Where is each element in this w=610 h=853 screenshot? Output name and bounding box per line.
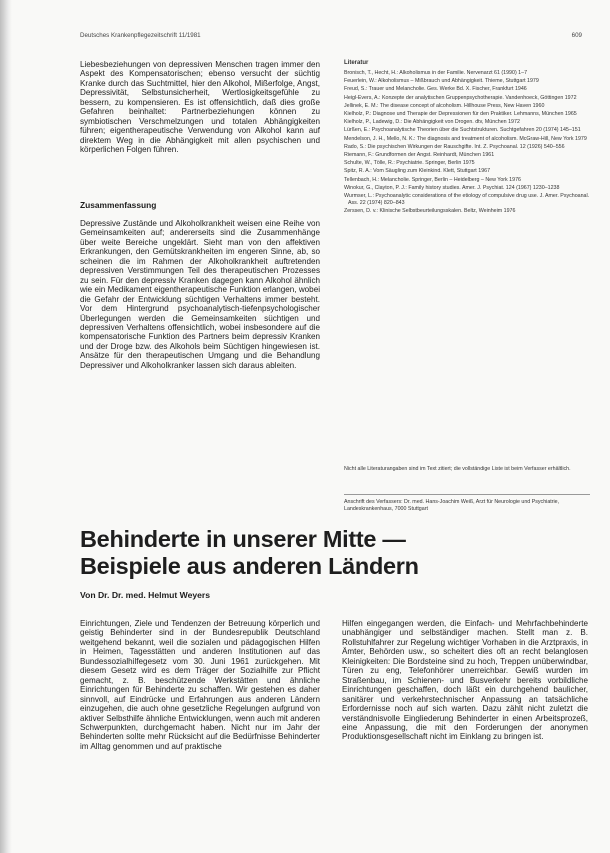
reference-item: Wurmser, L.: Psychoanalytic considerations of the etiology of compulsive drug use. J. Amer. Psychoanal. Ass. 22 (1974) 820–843	[344, 193, 590, 207]
running-header: Deutsches Krankenpflegezeitschrift 11/1981	[80, 32, 201, 39]
author-address: Anschrift des Verfassers: Dr. med. Hans-Joachim Weiß, Arzt für Neurologie und Psychiatrie, Landeskrankenhaus, 7000 Stuttgart	[344, 499, 560, 513]
reference-item: Mendelson, J. H., Mello, N. K.: The diagnosis and treatment of alcoholism. McGraw-Hill, New York 1979	[344, 135, 587, 142]
article2-right-column: Hilfen eingegangen werden, die Einfach- und Mehrfachbehinderte unabhängiger und selbständiger machen. Stellt man z. B. Rollstuhlfahrer zur Regelung wichtiger Vorhaben in die Arztpraxis, in Ämter, Behörden usw., so scheitert dies oft an recht belanglosen Kleinigkeiten: Die Bordsteine sind zu hoch, Treppen unüberwindbar, Türen zu eng, Telefonhörer unerreichbar. Gewiß wurden im Straßenbau, im Schienen- und Busverkehr bereits vorbildliche Einrichtungen geschaffen, doch läßt ein durchgehend baulicher, sanitärer und verkehrstechnischer Anpassung an tatsächliche Erfordernisse noch auf sich warten. Dazu zählt nicht zuletzt die verständnisvolle Eingliederung Behinderter in einen Arbeitsprozeß, eine Anpassung, die mit den Forderungen der anonymen Produktionsgesellschaft nicht im Einklang zu bringen ist.	[342, 619, 588, 742]
reference-item: Kielholz, P.: Diagnose und Therapie der Depressionen für den Praktiker. Lehmanns, München 1965	[344, 111, 577, 118]
reference-item: Kielholz, P., Ladewig, D.: Die Abhängigkeit von Drogen. dtv, München 1972	[344, 119, 520, 126]
reference-item: Freud, S.: Trauer und Melancholie. Ges. Werke Bd. X. Fischer, Frankfurt 1946	[344, 86, 527, 93]
article2-left-column: Einrichtungen, Ziele und Tendenzen der Betreuung körperlich und geistig Behinderter sind in der Bundesrepublik Deutschland weitgehend bekannt, weil die sozialen und pädagogischen Hilfen in Heimen, Tagesstätten und anderen Institutionen auf das Bundessozialhilfegesetz vom 30. Juni 1961 zurückgehen. Mit diesem Gesetz wird es dem Träger der Sozialhilfe zur Pflicht gemacht, z. B. beschützende Werkstätten und ähnliche Einrichtungen für Behinderte zu schaffen. Wir gestehen es daher sinnvoll, auf Eindrücke und Erfahrungen aus anderen Ländern einzugehen, die auch ohne gesetzliche Regelungen aufgrund von aktiver Selbsthilfe ähnliche Entwicklungen, wenn auch mit anderen Schwerpunkten, durchgemacht haben. Nicht nur im Jahr der Behinderten sollte mehr Rücksicht auf die Bedürfnisse Behinderter im Alltag genommen und auf praktische	[80, 619, 320, 751]
reference-item: Winokur, G., Clayton, P. J.: Family history studies. Amer. J. Psychiat. 124 (1967) 1230–1238	[344, 184, 560, 191]
page-number: 609	[571, 32, 582, 39]
summary-paragraph: Depressive Zustände und Alkoholkrankheit weisen eine Reihe von Gemeinsamkeiten auf; andererseits sind die Zusammenhänge über weite Bereiche ungeklärt. Sieht man von den affektiven Erkrankungen, den Gemütskrankheiten im engeren Sinne, ab, so scheinen die im Rahmen der Alkoholkrankheit auftretenden depressiven Verstimmungen Teil des therapeutischen Prozesses zu sein. Für den depressiv Kranken dagegen kann Alkohol ähnlich wie ein Medikament eigentherapeutische Funktion erlangen, wobei die Gefahr der Entwicklung süchtigen Verhaltens immer besteht. Vor dem Hintergrund psychoanalytisch-tiefenpsychologischer Überlegungen werden die Gemeinsamkeiten süchtigen und depressiven Verhaltens offensichtlich, wobei insbesondere auf die kompensatorische Funktion des Partners beim depressiv Kranken und der Droge bzw. des Alkohols beim Süchtigen hingewiesen ist. Ansätze für den therapeutischen Umgang und die Behandlung Depressiver und Alkoholkranker lassen sich daraus ableiten.	[80, 219, 320, 370]
article-title-line-1: Behinderte in unserer Mitte —	[80, 526, 406, 552]
article1-intro-paragraph: Liebesbeziehungen von depressiven Menschen tragen immer den Aspekt des Kompensatorischen; ebenso versucht der süchtig Kranke durch das Suchtmittel, hier den Alkohol, Mißerfolge, Angst, Depressivität, Selbstunsicherheit, Wertlosigkeitsgefühle zu bessern, zu kompensieren. Es ist offensichtlich, daß dies große Gefahren beinhaltet: Partnerbeziehungen können zu symbiotischen Verschmelzungen und totalen Abhängigkeiten führen; eigentherapeutische Verwendung von Alkohol kann auf direktem Weg in die Abhängigkeit mit allen psychischen und körperlichen Folgen führen.	[80, 60, 320, 155]
reference-item: Rado, S.: Die psychischen Wirkungen der Rauschgifte. Int. Z. Psychoanal. 12 (1926) 540–556	[344, 143, 565, 150]
literature-heading: Literatur	[344, 60, 369, 66]
reference-item: Feuerlein, W.: Alkoholismus – Mißbrauch und Abhängigkeit. Thieme, Stuttgart 1979	[344, 78, 539, 85]
reference-item: Lürßen, E.: Psychoanalytische Theorien über die Suchtstrukturen. Suchtgefahren 20 (1974) 145–151	[344, 127, 581, 134]
reference-item: Jellinek, E. M.: The disease concept of alcoholism. Hillhouse Press, New Haven 1960	[344, 102, 545, 109]
reference-item: Zerssen, D. v.: Klinische Selbstbeurteilungsskalen. Beltz, Weinheim 1976	[344, 208, 516, 215]
divider	[344, 494, 590, 495]
reference-item: Bronisch, T., Hecht, H.: Alkoholismus in der Familie. Nervenarzt 61 (1990) 1–7	[344, 70, 528, 76]
reference-list	[344, 70, 590, 466]
article-byline: Von Dr. Dr. med. Helmut Weyers	[80, 590, 211, 600]
reference-item: Riemann, F.: Grundformen der Angst. Reinhardt, München 1961	[344, 152, 495, 159]
article-title-line-2: Beispiele aus anderen Ländern	[80, 553, 419, 579]
article-title	[80, 526, 419, 580]
reference-item: Spitz, R. A.: Vom Säugling zum Kleinkind. Klett, Stuttgart 1967	[344, 168, 491, 175]
reference-item: Heigl-Evers, A.: Konzepte der analytischen Gruppenpsychotherapie. Vandenhoeck, Göttingen 1972	[344, 94, 577, 101]
summary-heading: Zusammenfassung	[80, 200, 157, 210]
reference-item: Tellenbach, H.: Melancholie. Springer, Berlin – Heidelberg – New York 1976	[344, 176, 521, 183]
literature-note: Nicht alle Literaturangaben sind im Text zitiert; die vollständige Liste ist beim Verfasser erhältlich.	[344, 466, 571, 472]
reference-item: Schulte, W., Tölle, R.: Psychiatrie. Springer, Berlin 1975	[344, 160, 475, 167]
page-spine-shadow	[0, 0, 12, 853]
